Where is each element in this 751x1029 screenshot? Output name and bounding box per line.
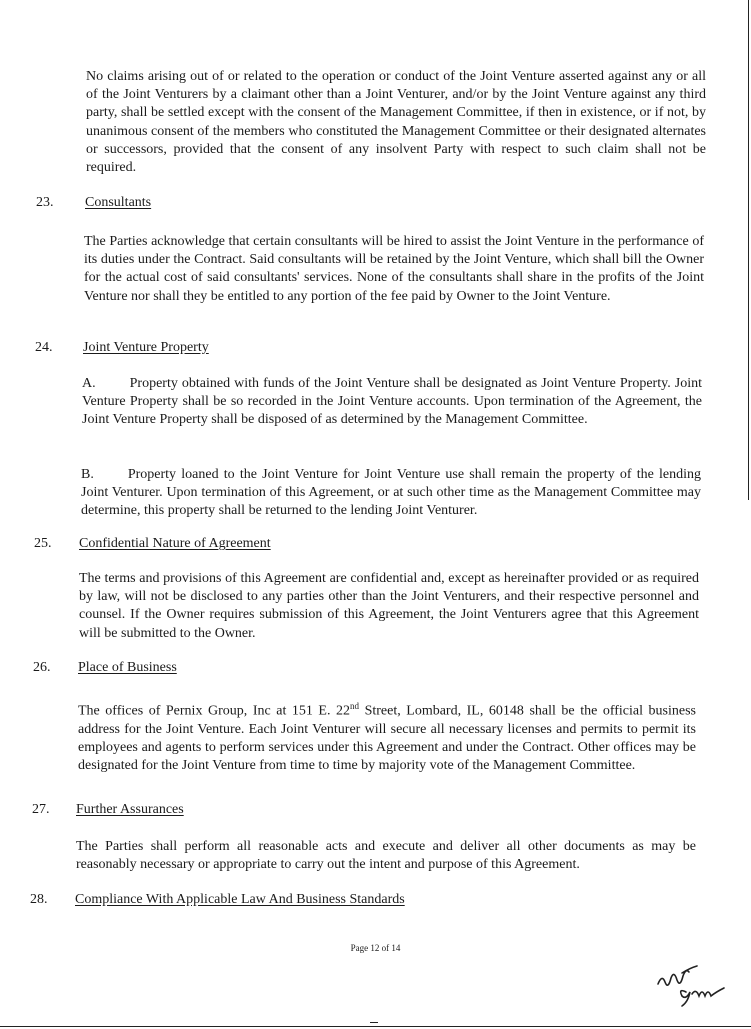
property-b-text: Property loaned to the Joint Venture for Joint Venture use shall remain the property of the lending Joint Venturer. Upon termination of this Agreement, or at such other time as the Management Committee may determine, this property shall be returned to the lending Joint Venturer.: [81, 467, 701, 519]
scan-edge-mark: [370, 1022, 378, 1023]
handwritten-initials: [652, 960, 742, 1010]
paragraph-property-a: [82, 375, 702, 430]
paragraph-further-assurances: The Parties shall perform all reasonable acts and execute and deliver all other documents as may be reasonably necessary or appropriate to carry out the intent and purpose of this Agreement.: [76, 839, 696, 873]
section-title: Further Assurances: [76, 802, 184, 817]
property-a-text: Property obtained with funds of the Joint Venture shall be designated as Joint Venture Property. Joint Venture Property shall be so recorded in the Joint Venture accounts. Upon termination of the Agreement, the Joint Venture Property shall be disposed of as determined by the Management Committee.: [82, 376, 702, 428]
paragraph-consultants: The Parties acknowledge that certain consultants will be hired to assist the Joint Venture in the performance of its duties under the Contract. Said consultants will be retained by the Joint Venture, which shall bill the Owner for the actual cost of said consultants' services. None of the consultants shall share in the profits of the Joint Venture nor shall they be entitled to any portion of the fee paid by Owner to the Joint Venture.: [84, 234, 704, 304]
business-text-end: Street, Lombard, IL, 60148 shall be the official business address for the Joint Venture. Each Joint Venturer will secure all necessary licenses and permits to permit its employees and agents to perform services under this Agreement and under the Contract. Other offices may be designated for the Joint Venture from time to time by majority vote of the Management Committee.: [78, 703, 696, 774]
section-number: 27.: [32, 802, 50, 817]
paragraph-property-b: [81, 466, 701, 521]
section-number: 25.: [34, 536, 52, 551]
section-number: 28.: [30, 892, 48, 907]
section-number: 24.: [35, 340, 53, 355]
paragraph-place-of-business: [78, 697, 696, 775]
section-title: Joint Venture Property: [83, 340, 209, 355]
ordinal-suffix: nd: [350, 701, 360, 711]
scan-edge-right: [748, 0, 749, 500]
section-title: Compliance With Applicable Law And Business Standards: [75, 892, 405, 907]
paragraph-claims-settlement: No claims arising out of or related to the operation or conduct of the Joint Venture asserted against any or all of the Joint Venturers by a claimant other than a Joint Venturer, and/or by the Joint Venture against any third party, shall be settled except with the consent of the Management Committee, if then in existence, or if not, by unanimous consent of the members who constituted the Management Committee or their designated alternates or successors, provided that the consent of any insolvent Party with respect to such claim shall not be required.: [86, 69, 706, 176]
list-marker-a: A.: [82, 376, 96, 391]
section-title: Place of Business: [78, 660, 177, 675]
page-number: Page 12 of 14: [350, 943, 401, 953]
scan-edge-bottom: [0, 1026, 751, 1027]
section-number: 23.: [36, 195, 54, 210]
section-title: Consultants: [85, 195, 152, 210]
section-number: 26.: [33, 660, 51, 675]
business-text-start: The offices of Pernix Group, Inc at 151 E. 22: [78, 703, 351, 719]
paragraph-confidential: The terms and provisions of this Agreement are confidential and, except as hereinafter provided or as required by law, will not be disclosed to any parties other than the Joint Venturers, and their respective personnel and counsel. If the Owner requires submission of this Agreement, the Joint Venturers agree that this Agreement will be submitted to the Owner.: [79, 571, 699, 641]
list-marker-b: B.: [81, 467, 94, 482]
section-title: Confidential Nature of Agreement: [79, 536, 271, 551]
